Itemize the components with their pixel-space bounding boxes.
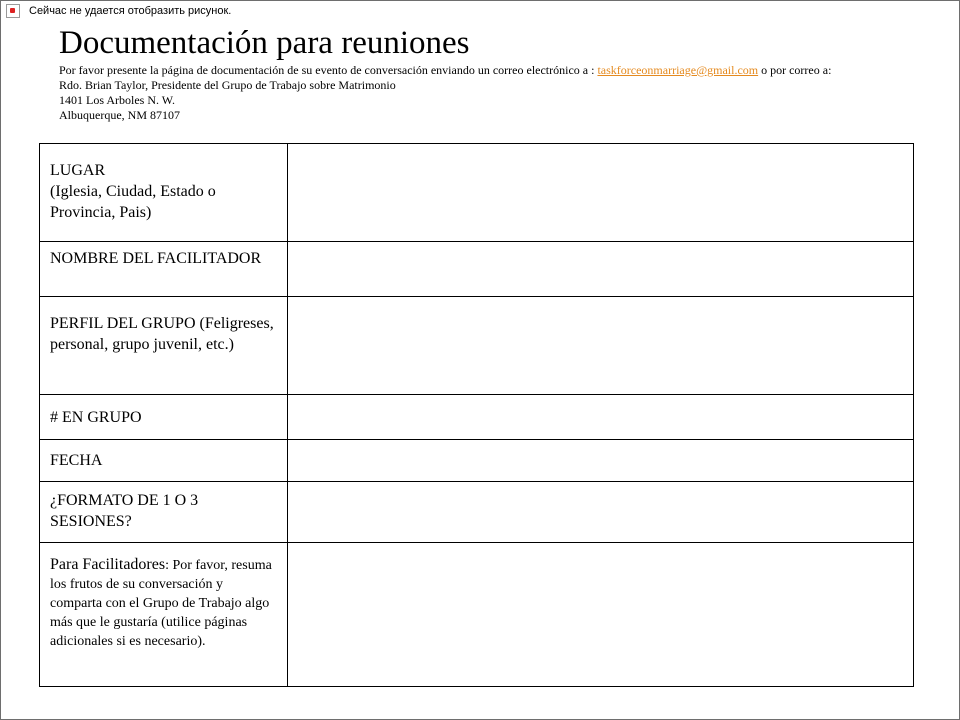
form-row-numero: [40, 395, 914, 440]
label-frutos-lead: Para Facilitadores: [50, 556, 166, 573]
address-line-1: Rdo. Brian Taylor, Presidente del Grupo de Trabajo sobre Matrimonio: [59, 78, 396, 92]
broken-image-text: Сейчас не удается отобразить рисунок.: [29, 5, 232, 17]
value-frutos[interactable]: [287, 543, 913, 687]
address-line-2: 1401 Los Arboles N. W.: [59, 93, 176, 107]
label-fecha: FECHA: [40, 440, 288, 482]
label-frutos-rest: : Por favor, resuma los frutos de su conversación y comparta con el Grupo de Trabajo algo más que le gustaría (utilice páginas adicionales si es necesario).: [50, 558, 272, 649]
value-facilitador[interactable]: [287, 242, 913, 297]
label-perfil: PERFIL DEL GRUPO (Feligreses, personal, grupo juvenil, etc.): [40, 297, 288, 395]
instructions-text: Por favor presente la página de documentación de su evento de conversación enviando un correo electrónico a :: [59, 63, 598, 77]
documentation-form-table: [39, 143, 914, 687]
form-row-perfil: [40, 297, 914, 395]
value-fecha[interactable]: [287, 440, 913, 482]
label-facilitador: NOMBRE DEL FACILITADOR: [40, 242, 288, 297]
form-row-fecha: [40, 440, 914, 482]
form-row-formato: [40, 482, 914, 543]
form-row-facilitador: [40, 242, 914, 297]
label-lugar: LUGAR (Iglesia, Ciudad, Estado o Provincia, Pais): [40, 144, 288, 242]
email-link[interactable]: taskforceonmarriage@gmail.com: [597, 63, 759, 77]
address-line-3: Albuquerque, NM 87107: [59, 108, 180, 122]
value-lugar[interactable]: [287, 144, 913, 242]
label-frutos: [40, 543, 288, 687]
instructions: [59, 63, 899, 123]
value-numero[interactable]: [287, 395, 913, 440]
form-row-lugar: [40, 144, 914, 242]
value-perfil[interactable]: [287, 297, 913, 395]
label-formato: ¿FORMATO DE 1 O 3 SESIONES?: [40, 482, 288, 543]
form-row-frutos: [40, 543, 914, 687]
label-numero: # EN GRUPO: [40, 395, 288, 440]
broken-image-placeholder: [6, 4, 231, 18]
broken-image-icon: [6, 4, 20, 18]
value-formato[interactable]: [287, 482, 913, 543]
instructions-mail-text: o por correo a:: [758, 63, 832, 77]
page-title: Documentación para reuniones: [59, 25, 470, 61]
